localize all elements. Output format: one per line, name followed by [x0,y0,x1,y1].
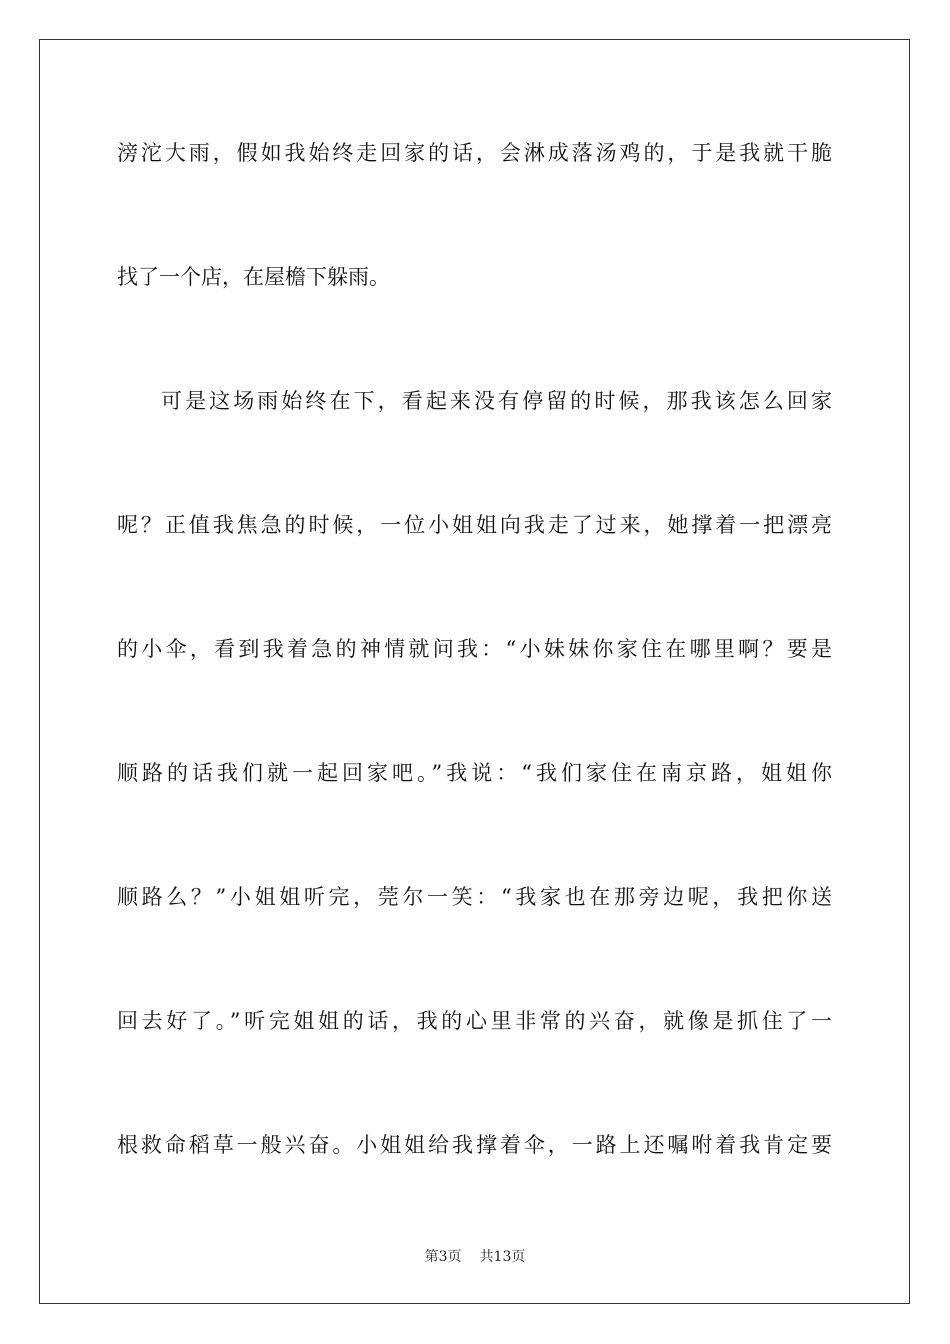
page-frame [39,39,910,1304]
page-footer [0,1247,950,1267]
text-line-3: 可是这场雨始终在下，看起来没有停留的时候，那我该怎么回家 [161,389,832,413]
text-line-6: 顺路的话我们就一起回家吧。”我说：“我们家住在南京路，姐姐你 [117,761,832,785]
text-line-7: 顺路么？”小姐姐听完，莞尔一笑：“我家也在那旁边呢，我把你送 [117,885,832,909]
page-number: 第3页 [424,1249,462,1265]
text-line-1: 滂沱大雨，假如我始终走回家的话，会淋成落汤鸡的，于是我就干脆 [117,141,832,165]
text-line-9: 根救命稻草一般兴奋。小姐姐给我撑着伞，一路上还嘱咐着我肯定要 [117,1133,832,1157]
text-line-4: 呢？正值我焦急的时候，一位小姐姐向我走了过来，她撑着一把漂亮 [117,513,832,537]
text-line-2: 找了一个店，在屋檐下躲雨。 [117,265,390,289]
text-line-5: 的小伞，看到我着急的神情就问我：“小妹妹你家住在哪里啊？要是 [117,637,832,661]
text-line-8: 回去好了。”听完姐姐的话，我的心里非常的兴奋，就像是抓住了一 [117,1009,832,1033]
page-total: 共13页 [479,1249,526,1265]
